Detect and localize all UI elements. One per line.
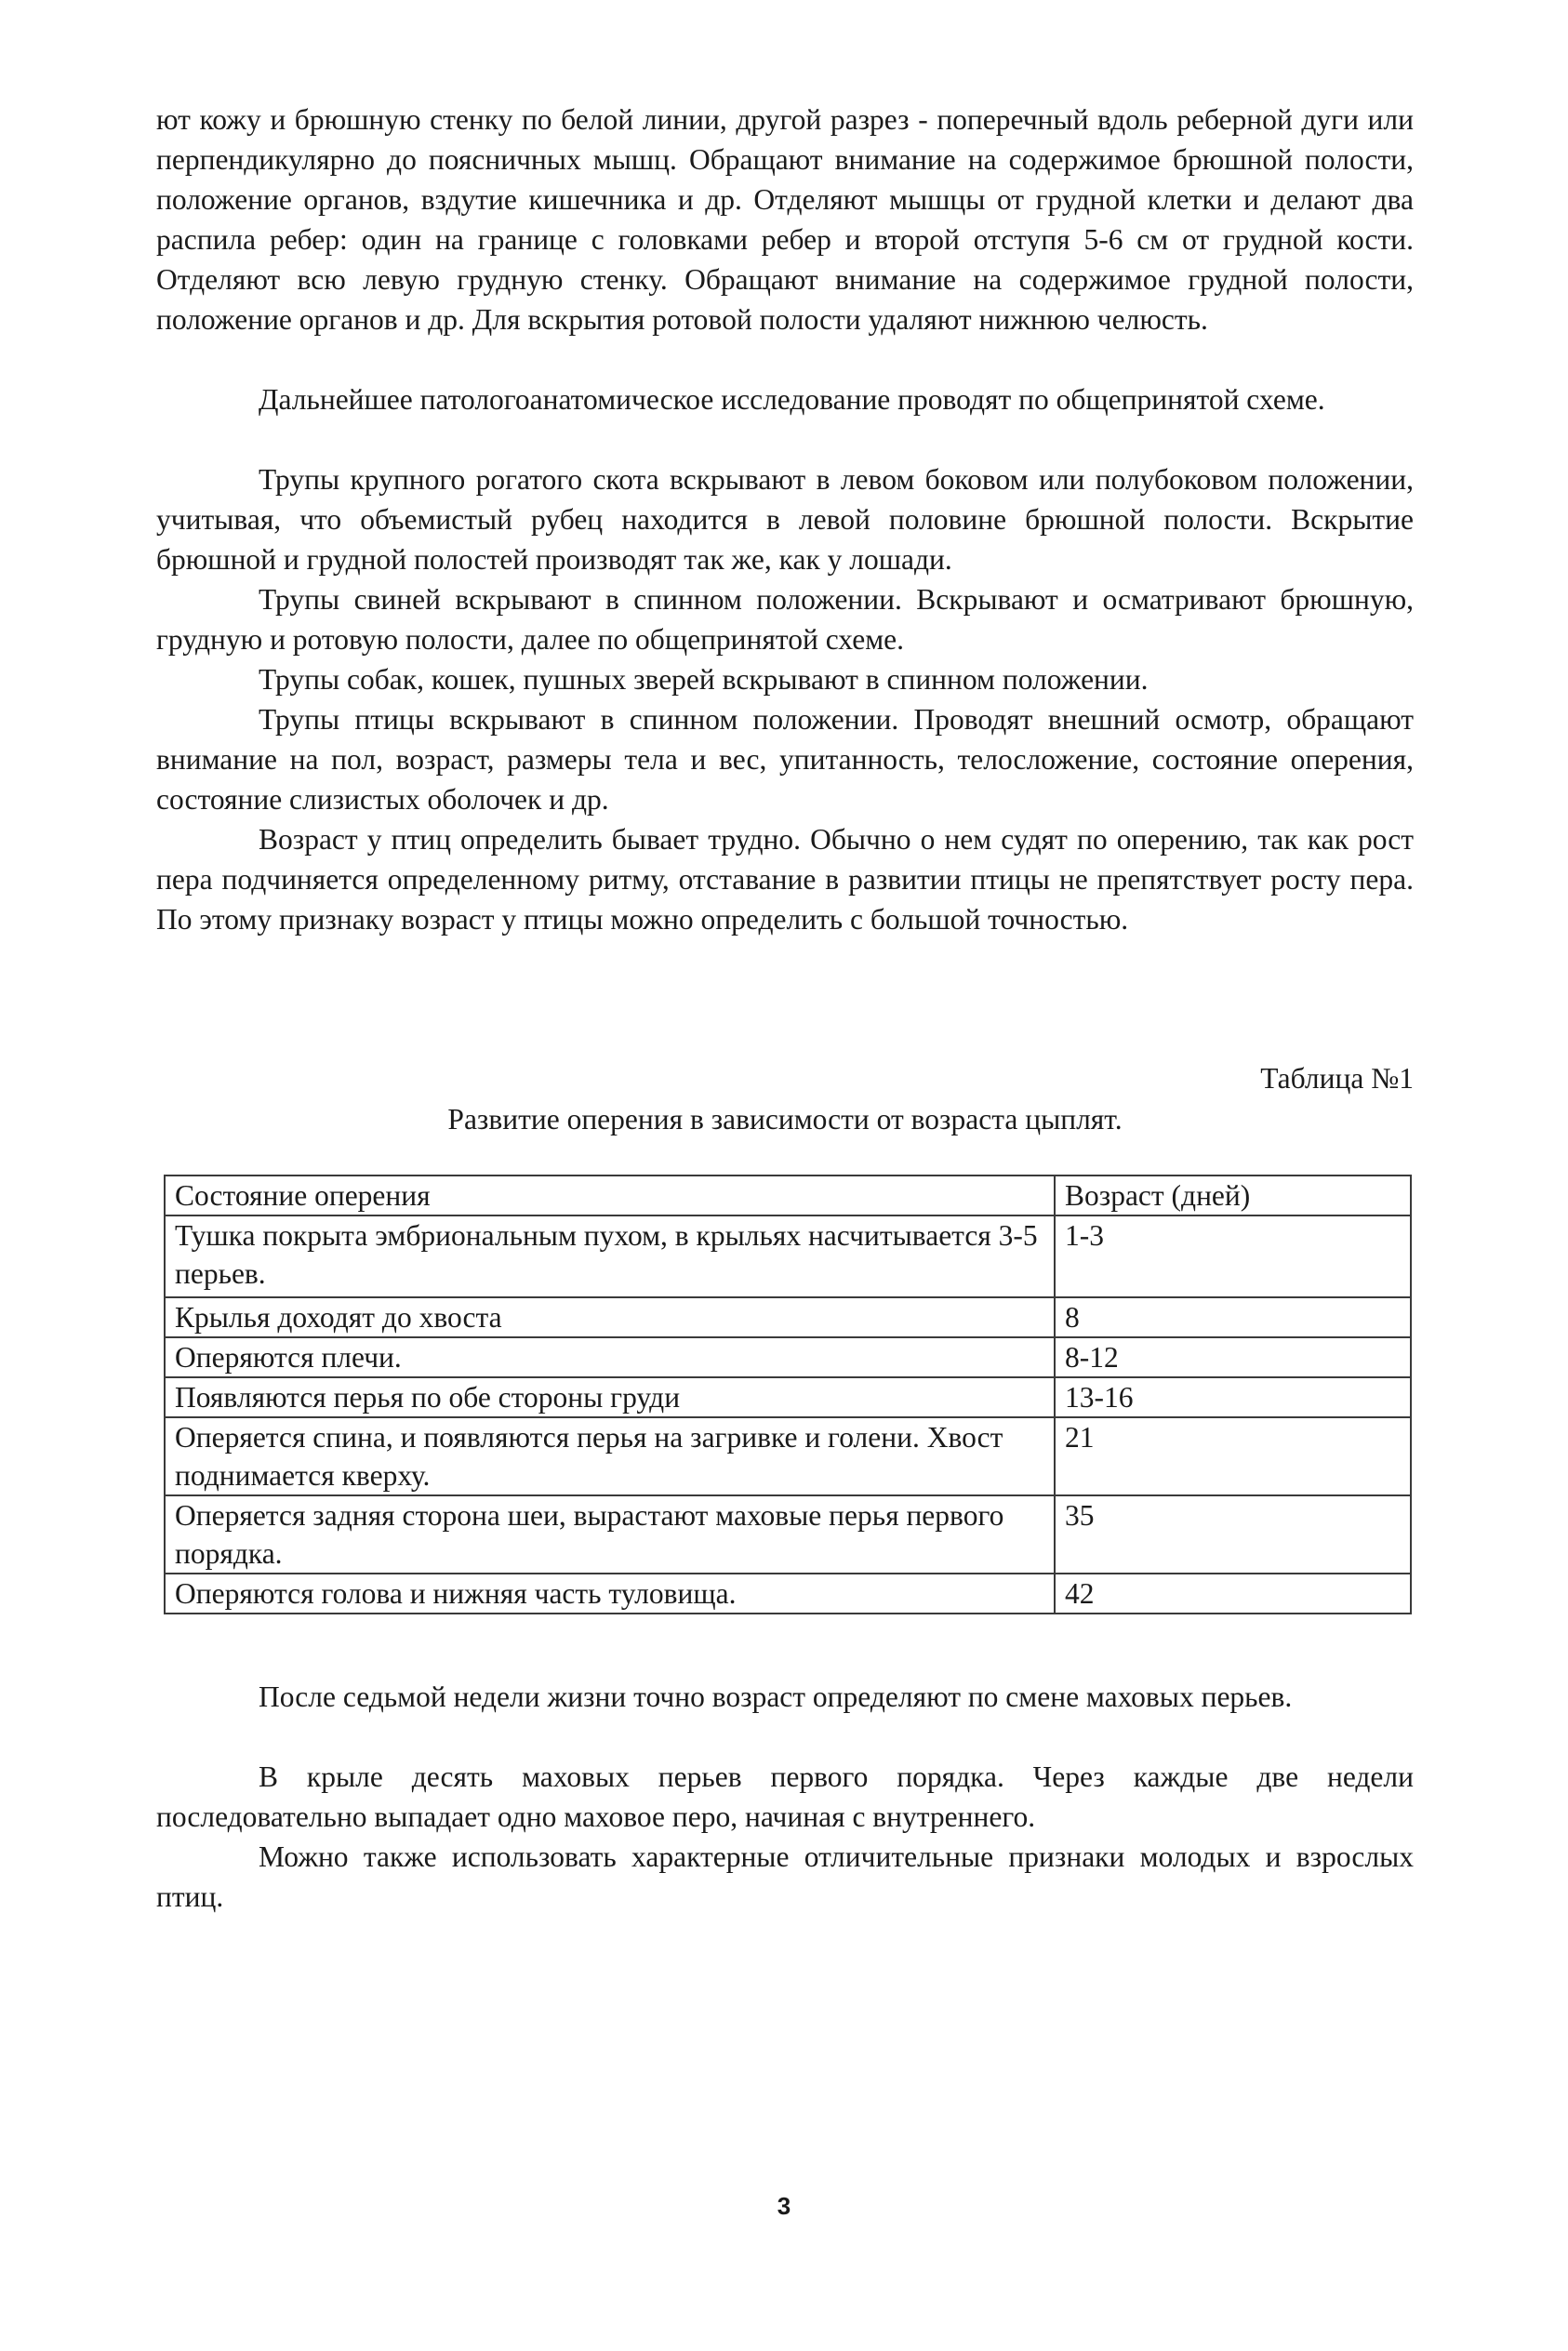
cell-feather-state: Оперяются плечи. [165, 1337, 1055, 1377]
paragraph-primary-feathers: В крыле десять маховых перьев первого порядка. Через каждые две недели последовательно выпадает одно маховое перо, начиная с внутреннего. [156, 1760, 1414, 1833]
table-header-row [165, 1176, 1411, 1215]
cell-feather-state: Тушка покрыта эмбриональным пухом, в крыльях насчитывается 3-5 перьев. [165, 1215, 1055, 1297]
cell-age: 8-12 [1055, 1337, 1411, 1377]
cell-age: 1-3 [1055, 1215, 1411, 1297]
table-row [165, 1377, 1411, 1417]
cell-feather-state: Крылья доходят до хвоста [165, 1297, 1055, 1337]
table-row [165, 1417, 1411, 1495]
header-feather-state: Состояние оперения [165, 1176, 1055, 1215]
table-row [165, 1574, 1411, 1614]
cell-age: 35 [1055, 1495, 1411, 1574]
cell-age: 42 [1055, 1574, 1411, 1614]
paragraph-dogs-cats: Трупы собак, кошек, пушных зверей вскрывают в спинном положении. [259, 663, 1149, 696]
table-title: Развитие оперения в зависимости от возраста цыплят. [447, 1103, 1123, 1136]
paragraph-pigs: Трупы свиней вскрывают в спинном положении. Вскрывают и осматривают брюшную, грудную и ротовую полости, далее по общепринятой схеме. [156, 583, 1414, 656]
table-row [165, 1297, 1411, 1337]
cell-age: 21 [1055, 1417, 1411, 1495]
paragraph-birds: Трупы птицы вскрывают в спинном положении. Проводят внешний осмотр, обращают внимание на пол, возраст, размеры тела и вес, упитанность, телосложение, состояние оперения, состояние слизистых оболочек и др. [156, 703, 1414, 816]
table-number-label: Таблица №1 [1260, 1062, 1414, 1095]
cell-age: 13-16 [1055, 1377, 1411, 1417]
cell-feather-state: Оперяются голова и нижняя часть туловища. [165, 1574, 1055, 1614]
paragraph-bird-age: Возраст у птиц определить бывает трудно. Обычно о нем судят по оперению, так как рост пера подчиняется определенному ритму, отставание в развитии птицы не препятствует росту пера. По этому признаку возраст у птицы можно определить с большой точностью. [156, 823, 1414, 936]
cell-feather-state: Появляются перья по обе стороны груди [165, 1377, 1055, 1417]
cell-feather-state: Оперяется спина, и появляются перья на загривке и голени. Хвост поднимается кверху. [165, 1417, 1055, 1495]
page-number: 3 [777, 2192, 791, 2220]
paragraph-dissection-continued: ют кожу и брюшную стенку по белой линии, другой разрез - поперечный вдоль реберной дуги или перпендикулярно до поясничных мышц. Обращают внимание на содержимое брюшной полости, положение органов, вздутие кишечника и др. Отделяют мышцы от грудной клетки и делают два распила ребер: один на границе с головками ребер и второй отступя 5-6 см от грудной кости. Отделяют всю левую грудную стенку. Обращают внимание на содержимое грудной полости, положение органов и др. Для вскрытия ротовой полости удаляют нижнюю челюсть. [156, 103, 1414, 336]
table-row [165, 1215, 1411, 1297]
paragraph-cattle: Трупы крупного рогатого скота вскрывают в левом боковом или полубоковом положении, учитывая, что объемистый рубец находится в левой половине брюшной полости. Вскрытие брюшной и грудной полостей производят так же, как у лошади. [156, 463, 1414, 576]
paragraph-distinguishing-signs: Можно также использовать характерные отличительные признаки молодых и взрослых птиц. [156, 1840, 1414, 1913]
cell-age: 8 [1055, 1297, 1411, 1337]
table-row [165, 1495, 1411, 1574]
cell-feather-state: Оперяется задняя сторона шеи, вырастают маховые перья первого порядка. [165, 1495, 1055, 1574]
paragraph-after-seventh-week: После седьмой недели жизни точно возраст определяют по смене маховых перьев. [259, 1680, 1293, 1713]
table-row [165, 1337, 1411, 1377]
paragraph-general-scheme: Дальнейшее патологоанатомическое исследование проводят по общепринятой схеме. [259, 383, 1325, 416]
feather-development-table [164, 1175, 1412, 1614]
header-age-days: Возраст (дней) [1055, 1176, 1411, 1215]
